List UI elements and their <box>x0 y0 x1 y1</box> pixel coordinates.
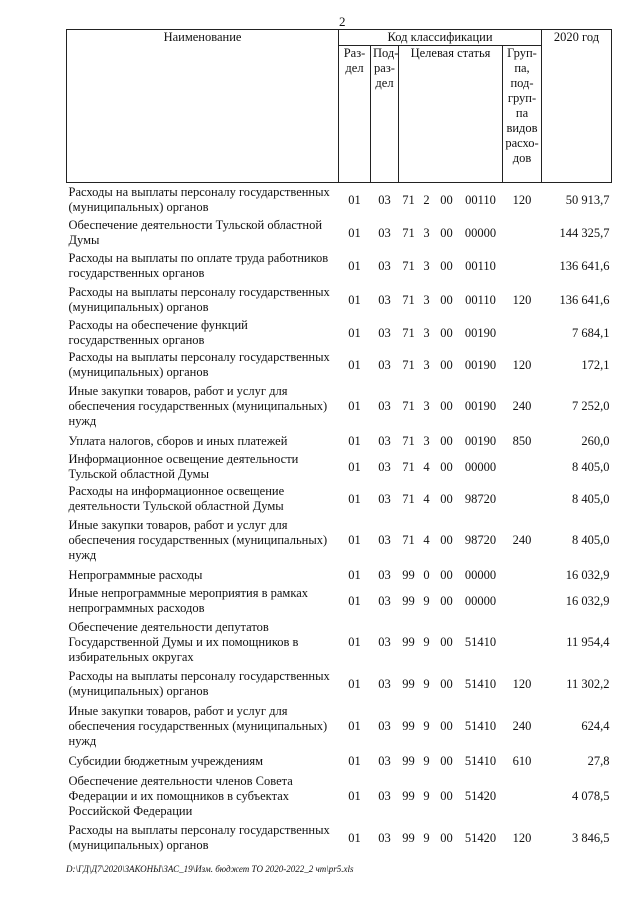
row-target-program: 71 <box>402 433 415 448</box>
row-name: Расходы на выплаты персоналу государственных (муниципальных) органов <box>68 669 330 698</box>
row-amount: 16 032,9 <box>565 567 610 582</box>
row-target-program: 71 <box>402 258 415 273</box>
table-row <box>67 565 612 585</box>
row-podrazdel: 03 <box>378 225 391 240</box>
row-amount: 260,0 <box>581 433 610 448</box>
row-target-subprogram: 9 <box>423 753 430 768</box>
row-name: Иные непрограммные мероприятия в рамках непрограммных расходов <box>68 586 309 615</box>
row-target-subprogram: 9 <box>423 830 430 845</box>
row-target-program: 71 <box>402 192 415 207</box>
file-path-footer: D:\ГД\Д7\2020\ЗАКОНЫ\ЗАС_19\Изм. бюджет ТО 2020-2022_2 чт\pr5.xls <box>66 864 354 874</box>
row-target-program: 99 <box>402 830 415 845</box>
row-name: Обеспечение деятельности депутатов Государственной Думы и их помощников в избирательных округах <box>68 619 299 664</box>
row-target-direction: 00190 <box>464 433 497 448</box>
row-podrazdel: 03 <box>378 459 391 474</box>
row-expense-group <box>503 249 542 283</box>
row-target-subprogram: 9 <box>423 634 430 649</box>
row-target-direction: 00000 <box>464 459 497 474</box>
row-target-direction: 00190 <box>464 357 497 372</box>
row-podrazdel: 03 <box>378 357 391 372</box>
row-amount: 8 405,0 <box>572 491 610 506</box>
row-target-main-event: 00 <box>440 398 453 413</box>
header-name: Наименование <box>67 30 339 183</box>
row-expense-group <box>503 451 542 483</box>
row-razdel: 01 <box>348 593 361 608</box>
row-amount: 50 913,7 <box>565 192 610 207</box>
row-razdel: 01 <box>348 830 361 845</box>
row-target-main-event: 00 <box>440 325 453 340</box>
row-target-program: 71 <box>402 225 415 240</box>
row-razdel: 01 <box>348 788 361 803</box>
row-target-program: 71 <box>402 459 415 474</box>
row-target-subprogram: 9 <box>423 593 430 608</box>
row-target-main-event: 00 <box>440 676 453 691</box>
row-razdel: 01 <box>348 325 361 340</box>
row-target-main-event: 00 <box>440 753 453 768</box>
row-expense-group <box>503 585 542 617</box>
row-target-main-event: 00 <box>440 718 453 733</box>
row-expense-group <box>503 483 542 515</box>
row-podrazdel: 03 <box>378 634 391 649</box>
row-target-direction: 00000 <box>464 567 497 582</box>
table-row <box>67 217 612 249</box>
row-expense-group: 240 <box>512 532 532 547</box>
row-name: Обеспечение деятельности Тульской областной Думы <box>68 218 323 247</box>
table-body <box>67 183 612 856</box>
row-razdel: 01 <box>348 225 361 240</box>
row-target-direction: 00110 <box>465 258 496 273</box>
row-podrazdel: 03 <box>378 258 391 273</box>
row-target-main-event: 00 <box>440 192 453 207</box>
budget-table <box>66 29 612 855</box>
row-name: Расходы на информационное освещение деятельности Тульской областной Думы <box>68 484 285 513</box>
row-podrazdel: 03 <box>378 753 391 768</box>
row-target-program: 71 <box>402 325 415 340</box>
table-row <box>67 381 612 431</box>
row-razdel: 01 <box>348 718 361 733</box>
row-target-program: 99 <box>402 753 415 768</box>
row-target-direction: 98720 <box>464 491 497 506</box>
row-razdel: 01 <box>348 292 361 307</box>
row-amount: 27,8 <box>587 753 610 768</box>
table-row <box>67 617 612 667</box>
row-expense-group <box>503 771 542 821</box>
row-target-subprogram: 3 <box>423 398 430 413</box>
row-podrazdel: 03 <box>378 532 391 547</box>
row-target-program: 99 <box>402 788 415 803</box>
row-amount: 7 684,1 <box>572 325 610 340</box>
row-target-program: 99 <box>402 634 415 649</box>
row-target-main-event: 00 <box>440 258 453 273</box>
row-podrazdel: 03 <box>378 325 391 340</box>
row-podrazdel: 03 <box>378 398 391 413</box>
row-razdel: 01 <box>348 433 361 448</box>
row-amount: 8 405,0 <box>572 459 610 474</box>
row-target-direction: 51410 <box>464 753 497 768</box>
row-name: Расходы на выплаты персоналу государственных (муниципальных) органов <box>68 350 330 379</box>
row-razdel: 01 <box>348 398 361 413</box>
table-row <box>67 483 612 515</box>
row-name: Непрограммные расходы <box>68 567 203 582</box>
row-target-direction: 00110 <box>465 192 496 207</box>
row-target-main-event: 00 <box>440 491 453 506</box>
row-amount: 8 405,0 <box>572 532 610 547</box>
row-target-program: 99 <box>402 718 415 733</box>
table-row <box>67 515 612 565</box>
row-target-main-event: 00 <box>440 459 453 474</box>
table-header <box>67 30 612 183</box>
row-razdel: 01 <box>348 357 361 372</box>
row-name: Уплата налогов, сборов и иных платежей <box>68 433 288 448</box>
row-podrazdel: 03 <box>378 567 391 582</box>
row-amount: 136 641,6 <box>559 258 610 273</box>
table-row <box>67 317 612 349</box>
row-target-direction: 00000 <box>464 225 497 240</box>
row-expense-group: 120 <box>512 292 532 307</box>
table-row <box>67 349 612 381</box>
row-target-direction: 98720 <box>464 532 497 547</box>
row-target-subprogram: 9 <box>423 788 430 803</box>
row-target-program: 99 <box>402 567 415 582</box>
row-target-direction: 00190 <box>464 325 497 340</box>
row-expense-group: 240 <box>512 398 532 413</box>
row-target-subprogram: 3 <box>423 357 430 372</box>
row-razdel: 01 <box>348 491 361 506</box>
row-target-direction: 51420 <box>464 830 497 845</box>
table-row <box>67 585 612 617</box>
row-target-subprogram: 3 <box>423 433 430 448</box>
header-year: 2020 год <box>542 30 612 183</box>
row-target-main-event: 00 <box>440 433 453 448</box>
row-razdel: 01 <box>348 753 361 768</box>
table-row <box>67 249 612 283</box>
header-classification: Код классификации <box>339 30 542 46</box>
row-target-direction: 51410 <box>464 718 497 733</box>
row-target-direction: 51410 <box>464 676 497 691</box>
row-expense-group: 120 <box>512 676 532 691</box>
row-target-main-event: 00 <box>440 830 453 845</box>
row-name: Расходы на выплаты персоналу государственных (муниципальных) органов <box>68 185 330 214</box>
table-row <box>67 283 612 317</box>
row-expense-group: 120 <box>512 192 532 207</box>
row-target-main-event: 00 <box>440 357 453 372</box>
row-amount: 144 325,7 <box>559 225 610 240</box>
row-name: Расходы на выплаты персоналу государственных (муниципальных) органов <box>68 285 330 314</box>
table-row <box>67 821 612 855</box>
row-target-subprogram: 3 <box>423 325 430 340</box>
header-razdel: Раз- дел <box>339 46 371 183</box>
row-razdel: 01 <box>348 258 361 273</box>
row-podrazdel: 03 <box>378 491 391 506</box>
table-row <box>67 701 612 751</box>
row-name: Расходы на выплаты персоналу государственных (муниципальных) органов <box>68 823 330 852</box>
row-target-program: 99 <box>402 676 415 691</box>
row-razdel: 01 <box>348 634 361 649</box>
row-expense-group: 850 <box>512 433 532 448</box>
row-amount: 3 846,5 <box>572 830 610 845</box>
row-razdel: 01 <box>348 192 361 207</box>
header-gruppa: Груп- па, под- груп- па видов расхо- дов <box>503 46 542 183</box>
row-target-program: 71 <box>402 398 415 413</box>
row-target-main-event: 00 <box>440 532 453 547</box>
table-row <box>67 751 612 771</box>
row-podrazdel: 03 <box>378 830 391 845</box>
row-razdel: 01 <box>348 532 361 547</box>
row-expense-group <box>503 317 542 349</box>
row-name: Иные закупки товаров, работ и услуг для обеспечения государственных (муниципальных) нужд <box>68 517 328 562</box>
row-target-main-event: 00 <box>440 292 453 307</box>
row-amount: 136 641,6 <box>559 292 610 307</box>
row-target-main-event: 00 <box>440 788 453 803</box>
row-amount: 172,1 <box>581 357 610 372</box>
row-target-program: 71 <box>402 357 415 372</box>
row-amount: 11 302,2 <box>566 676 610 691</box>
row-target-subprogram: 0 <box>423 567 430 582</box>
page-number: 2 <box>339 14 346 29</box>
row-razdel: 01 <box>348 459 361 474</box>
row-target-subprogram: 3 <box>423 225 430 240</box>
row-target-main-event: 00 <box>440 634 453 649</box>
row-target-subprogram: 3 <box>423 292 430 307</box>
row-amount: 4 078,5 <box>572 788 610 803</box>
row-name: Иные закупки товаров, работ и услуг для обеспечения государственных (муниципальных) нужд <box>68 383 328 428</box>
row-name: Расходы на обеспечение функций государственных органов <box>68 318 248 347</box>
row-name: Расходы на выплаты по оплате труда работников государственных органов <box>68 251 329 280</box>
row-target-subprogram: 9 <box>423 718 430 733</box>
row-target-subprogram: 4 <box>423 532 430 547</box>
row-name: Иные закупки товаров, работ и услуг для обеспечения государственных (муниципальных) нужд <box>68 703 328 748</box>
row-expense-group: 120 <box>512 830 532 845</box>
table-row <box>67 771 612 821</box>
row-name: Субсидии бюджетным учреждениям <box>68 753 264 768</box>
row-podrazdel: 03 <box>378 788 391 803</box>
row-target-main-event: 00 <box>440 225 453 240</box>
row-target-program: 71 <box>402 292 415 307</box>
row-target-direction: 00110 <box>465 292 496 307</box>
row-target-subprogram: 4 <box>423 459 430 474</box>
row-target-subprogram: 2 <box>423 192 430 207</box>
row-name: Обеспечение деятельности членов Совета Федерации и их помощников в субъектах Российской Федерации <box>68 773 293 818</box>
row-podrazdel: 03 <box>378 292 391 307</box>
row-razdel: 01 <box>348 676 361 691</box>
header-podrazdel: Под- раз- дел <box>371 46 399 183</box>
row-target-subprogram: 9 <box>423 676 430 691</box>
row-amount: 16 032,9 <box>565 593 610 608</box>
table-row <box>67 451 612 483</box>
row-podrazdel: 03 <box>378 433 391 448</box>
row-amount: 11 954,4 <box>566 634 610 649</box>
row-target-program: 71 <box>402 491 415 506</box>
row-target-subprogram: 3 <box>423 258 430 273</box>
row-podrazdel: 03 <box>378 676 391 691</box>
row-podrazdel: 03 <box>378 718 391 733</box>
row-amount: 7 252,0 <box>572 398 610 413</box>
row-expense-group <box>503 217 542 249</box>
table-row <box>67 667 612 701</box>
row-expense-group: 120 <box>512 357 532 372</box>
row-podrazdel: 03 <box>378 593 391 608</box>
row-target-direction: 51410 <box>464 634 497 649</box>
table-row <box>67 431 612 451</box>
header-celevaya: Целевая статья <box>399 46 503 183</box>
row-amount: 624,4 <box>581 718 610 733</box>
row-target-main-event: 00 <box>440 567 453 582</box>
row-podrazdel: 03 <box>378 192 391 207</box>
row-target-direction: 00190 <box>464 398 497 413</box>
row-target-subprogram: 4 <box>423 491 430 506</box>
table-row <box>67 183 612 218</box>
row-target-program: 99 <box>402 593 415 608</box>
row-expense-group: 610 <box>512 753 532 768</box>
row-target-main-event: 00 <box>440 593 453 608</box>
row-target-program: 71 <box>402 532 415 547</box>
row-name: Информационное освещение деятельности Тульской областной Думы <box>68 452 299 481</box>
row-expense-group <box>503 565 542 585</box>
row-expense-group <box>503 617 542 667</box>
row-target-direction: 00000 <box>464 593 497 608</box>
row-target-direction: 51420 <box>464 788 497 803</box>
row-razdel: 01 <box>348 567 361 582</box>
row-expense-group: 240 <box>512 718 532 733</box>
